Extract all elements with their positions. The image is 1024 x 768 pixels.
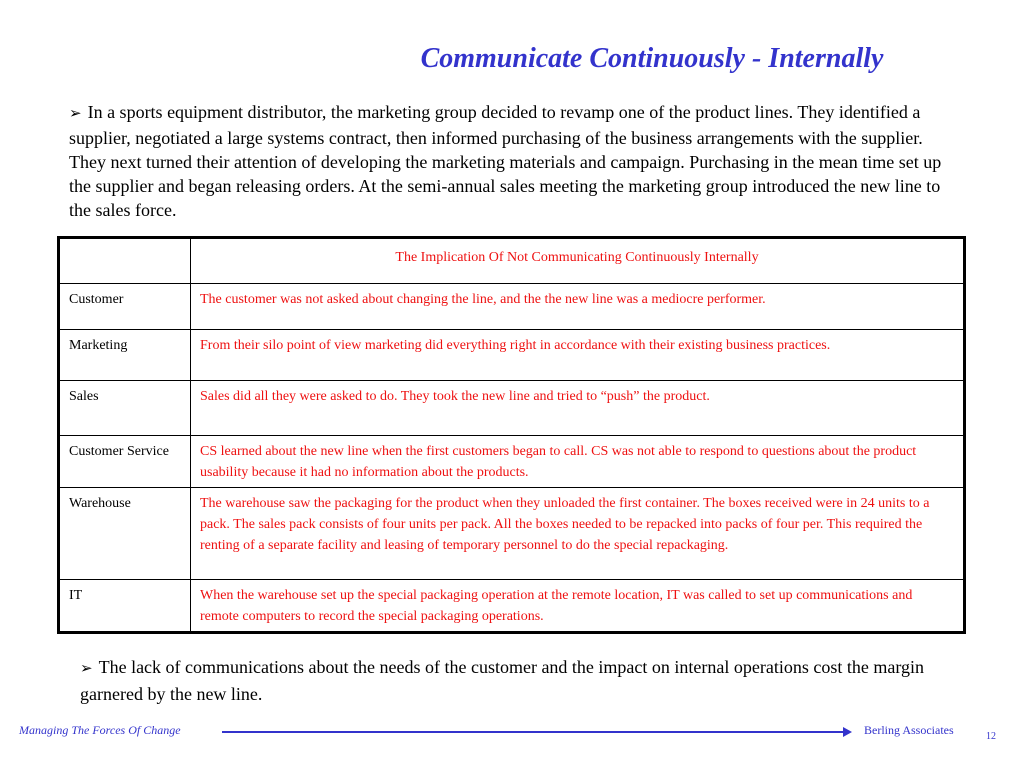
page-number: 12 [986, 731, 996, 742]
table-header-label-cell [59, 238, 191, 284]
table-header-row [59, 238, 965, 284]
table-row [59, 284, 965, 330]
row-text: From their silo point of view marketing did everything right in accordance with their existing business practices. [191, 330, 965, 381]
footer-rule [222, 731, 846, 733]
table-row [59, 330, 965, 381]
row-text: The warehouse saw the packaging for the product when they unloaded the first container. The boxes received were in 24 units to a pack. The sales pack consists of four units per pack. All the boxes needed to be repacked into packs of four per. This required the renting of a separate facility and leasing of temporary personnel to do the special repackaging. [191, 488, 965, 580]
table-row [59, 580, 965, 633]
footer-arrow-icon [843, 727, 852, 737]
row-text: The customer was not asked about changing the line, and the the new line was a mediocre performer. [191, 284, 965, 330]
footer-right-text: Berling Associates [864, 723, 954, 737]
slide-title: Communicate Continuously - Internally [420, 43, 884, 74]
intro-text: In a sports equipment distributor, the marketing group decided to revamp one of the product lines. They identified a supplier, negotiated a large systems contract, then informed purchasing of the business arrangements with the supplier. They next turned their attention of developing the marketing materials and campaign. Purchasing in the mean time set up the supplier and began releasing orders. At the semi-annual sales meeting the marketing group introduced the new line to the sales force. [69, 102, 942, 220]
arrow-bullet-icon: ➢ [69, 106, 82, 122]
table-row [59, 381, 965, 436]
row-text: When the warehouse set up the special packaging operation at the remote location, IT was called to set up communications and remote computers to record the special packaging operations. [191, 580, 965, 633]
summary-text: The lack of communications about the needs of the customer and the impact on internal operations cost the margin garnered by the new line. [80, 657, 925, 704]
table-row [59, 436, 965, 488]
row-label: Customer [59, 284, 191, 330]
footer-left-text: Managing The Forces Of Change [19, 723, 181, 737]
row-label: Warehouse [59, 488, 191, 580]
arrow-bullet-icon: ➢ [80, 661, 93, 677]
summary-paragraph [80, 655, 950, 707]
row-label: Customer Service [59, 436, 191, 488]
row-text: CS learned about the new line when the first customers began to call. CS was not able to respond to questions about the product usability because it had no information about the products. [191, 436, 965, 488]
implication-table [57, 236, 966, 633]
table-header: The Implication Of Not Communicating Continuously Internally [191, 238, 965, 284]
table-row [59, 488, 965, 580]
row-label: IT [59, 580, 191, 633]
row-label: Marketing [59, 330, 191, 381]
row-text: Sales did all they were asked to do. They took the new line and tried to “push” the product. [191, 381, 965, 436]
row-label: Sales [59, 381, 191, 436]
intro-paragraph [69, 100, 949, 222]
